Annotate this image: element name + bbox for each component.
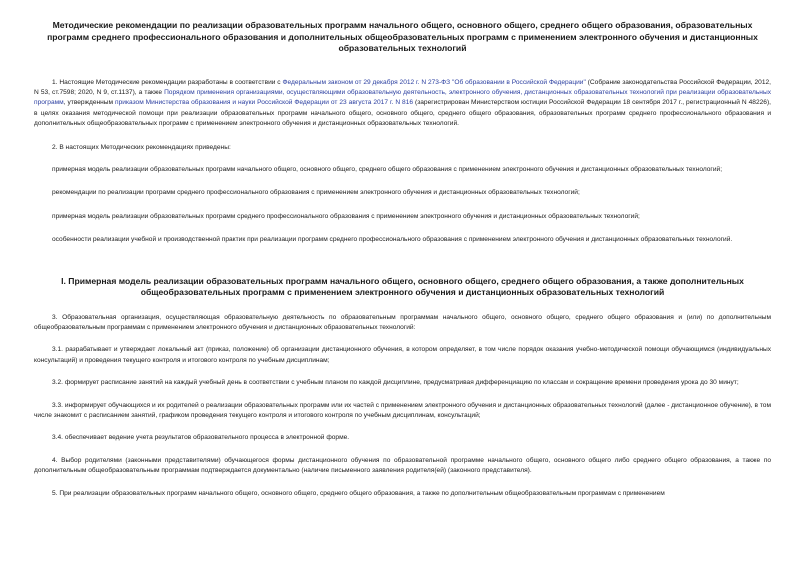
- federal-law-link[interactable]: Федеральным законом от 29 декабря 2012 г. N 273-ФЗ "Об образовании в Российской Федерации": [282, 78, 586, 86]
- section-paragraph: 5. При реализации образовательных программ начального общего, основного общего, среднего общего образования, а также по дополнительным общеобразовательным программам с применением: [52, 489, 665, 497]
- procedure-link[interactable]: Порядком применения организациями, осуществляющими образовательную деятельность, электронного обучения, дистанционных образовательных технологий при реализации образовательных программ: [34, 88, 771, 107]
- section-paragraph: 3.4. обеспечивает ведение учета результатов образовательного процесса в электронной форме.: [52, 434, 350, 442]
- order-link[interactable]: приказом Министерства образования и науки Российской Федерации от 23 августа 2017 г. N 816: [115, 99, 414, 107]
- document-title: Методические рекомендации по реализации образовательных программ начального общего, основного общего, среднего общего образования, образовательных программ среднего профессионального образования и дополнительных общеобразовательных программ с применением электронного обучения и дистанционных образовательных технологий: [47, 20, 758, 53]
- section-paragraph: 3.3. информирует обучающихся и их родителей о реализации образовательных программ или их частей с применением электронного обучения и дистанционных образовательных технологий (далее - дистанционное обучение), в том числе знакомит с расписанием занятий, графиком проведения текущего контроля и итогового контроля по учебным дисциплинам, консультаций;: [34, 401, 771, 419]
- section-1-heading: I. Примерная модель реализации образовательных программ начального общего, основного общего, среднего общего образования, а также дополнительных общеобразовательных программ с применением электронного обучения и дистанционных образовательных технологий: [61, 275, 744, 298]
- list-item: примерная модель реализации образовательных программ начального общего, основного общего, среднего общего образования с применением электронного обучения и дистанционных образовательных технологий;: [52, 165, 723, 173]
- paragraph-1-text-b: (Собрание законодательства Российской Федерации, 2012, N 53, ст.7598; 2020, N 9, ст.1137), а также: [34, 78, 772, 96]
- list-item: рекомендации по реализации программ среднего профессионального образования с применением электронного обучения и дистанционных образовательных технологий;: [52, 189, 580, 197]
- paragraph-1-text-d: (зарегистрирован Министерством юстиции Российской Федерации 18 сентября 2017 г., регистрационный N 48226), в целях оказания методической помощи при реализации образовательных программ начального общего, основного общего, среднего общего образования, образовательных программ среднего профессионального образования и дополнительных общеобразовательных программ с применением электронного обучения и дистанционных образовательных технологий.: [34, 99, 771, 128]
- section-paragraph: 4. Выбор родителями (законными представителями) обучающегося формы дистанционного обучения по образовательной программе начального общего, основного общего либо среднего общего образования, а также по дополнительным общеобразовательным программам подтверждается документально (наличие письменного заявления родителя(ей) (законного представителя).: [34, 456, 771, 475]
- section-paragraph: 3. Образовательная организация, осуществляющая образовательную деятельность по образовательным программам начального общего, основного общего, среднего общего образования и (или) по дополнительным общеобразовательным программам с применением электронного обучения и дистанционных образовательных технологий:: [34, 313, 771, 331]
- section-paragraph: 3.2. формирует расписание занятий на каждый учебный день в соответствии с учебным планом по каждой дисциплине, предусматривая дифференциацию по классам и сокращение времени проведения урока до 30 минут;: [52, 379, 739, 387]
- paragraph-1-text-c: , утвержденным: [63, 99, 116, 107]
- list-item: особенности реализации учебной и производственной практик при реализации программ среднего профессионального образования с применением электронного обучения и дистанционных образовательных технологий.: [52, 236, 733, 244]
- paragraph-2: 2. В настоящих Методических рекомендациях приведены:: [52, 143, 231, 151]
- paragraph-1: [34, 78, 771, 130]
- list-item: примерная модель реализации образовательных программ среднего профессионального образования с применением электронного обучения и дистанционных образовательных технологий;: [52, 212, 640, 220]
- section-paragraph: 3.1. разрабатывает и утверждает локальный акт (приказ, положение) об организации дистанционного обучения, в котором определяет, в том числе порядок оказания учебно-методической помощи обучающимся (индивидуальных консультаций) и проведения текущего контроля и итогового контроля по учебным дисциплинам;: [34, 346, 771, 364]
- paragraph-1-text-a: 1. Настоящие Методические рекомендации разработаны в соответствии с: [52, 78, 283, 86]
